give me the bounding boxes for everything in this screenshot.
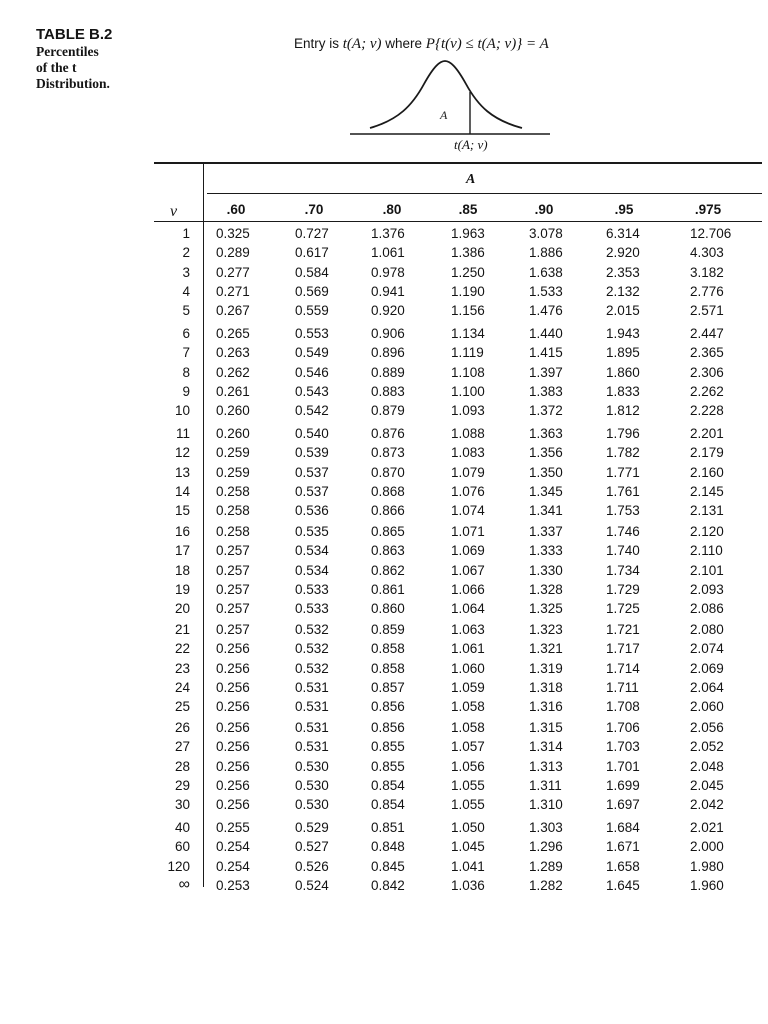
- value-cell: 2.201: [690, 426, 724, 441]
- value-cell: 1.943: [606, 326, 640, 341]
- value-cell: 0.257: [216, 622, 250, 637]
- value-cell: 2.021: [690, 820, 724, 835]
- group-underline-rule: [207, 193, 762, 194]
- value-cell: 1.397: [529, 364, 563, 380]
- value-cell: 0.858: [371, 660, 405, 676]
- value-cell: 0.534: [295, 543, 329, 559]
- value-cell: 1.440: [529, 326, 563, 341]
- value-cell: 0.289: [216, 245, 250, 261]
- value-cell: 4.303: [690, 245, 724, 261]
- value-cell: 0.584: [295, 264, 329, 280]
- value-cell: 0.261: [216, 383, 250, 399]
- value-cell: 2.069: [690, 660, 724, 676]
- value-cell: 0.257: [216, 601, 250, 617]
- df-cell: 14: [174, 483, 190, 499]
- value-cell: 0.855: [371, 739, 405, 755]
- value-cell: 1.796: [606, 426, 640, 441]
- value-cell: 0.727: [295, 226, 329, 241]
- value-cell: 1.703: [606, 739, 640, 755]
- value-cell: 0.889: [371, 364, 405, 380]
- value-cell: 0.256: [216, 758, 250, 774]
- value-cell: 0.265: [216, 326, 250, 341]
- value-cell: 1.056: [451, 758, 485, 774]
- value-cell: 0.859: [371, 622, 405, 637]
- value-cell: 1.321: [529, 641, 563, 657]
- value-cell: 0.260: [216, 403, 250, 419]
- value-cell: 0.868: [371, 483, 405, 499]
- value-cell: 1.060: [451, 660, 485, 676]
- value-cell: 0.531: [295, 699, 329, 715]
- df-cell: 25: [174, 699, 190, 715]
- value-cell: 1.753: [606, 503, 640, 519]
- value-cell: 0.906: [371, 326, 405, 341]
- df-cell: 17: [174, 543, 190, 559]
- value-cell: 1.190: [451, 283, 485, 299]
- value-cell: 1.895: [606, 345, 640, 361]
- col-header-70: .70: [304, 202, 324, 217]
- formula-probability: P{t(ν) ≤ t(A; ν)} = A: [425, 36, 549, 52]
- value-cell: 0.848: [371, 839, 405, 855]
- value-cell: 1.356: [529, 445, 563, 461]
- df-cell: 10: [174, 403, 190, 419]
- value-cell: 1.250: [451, 264, 485, 280]
- df-cell: 27: [174, 739, 190, 755]
- value-cell: 0.876: [371, 426, 405, 441]
- value-cell: 1.063: [451, 622, 485, 637]
- value-cell: 1.057: [451, 739, 485, 755]
- df-cell: 21: [174, 622, 190, 637]
- value-cell: 1.058: [451, 720, 485, 735]
- value-cell: 0.262: [216, 364, 250, 380]
- value-cell: 0.978: [371, 264, 405, 280]
- value-cell: 2.228: [690, 403, 724, 419]
- value-cell: 1.833: [606, 383, 640, 399]
- value-cell: 0.277: [216, 264, 250, 280]
- df-cell: 2: [182, 245, 190, 261]
- value-cell: 1.100: [451, 383, 485, 399]
- value-cell: 1.045: [451, 839, 485, 855]
- value-cell: 2.131: [690, 503, 724, 519]
- value-cell: 1.064: [451, 601, 485, 617]
- value-cell: 2.132: [606, 283, 640, 299]
- value-cell: 0.883: [371, 383, 405, 399]
- area-label: A: [440, 108, 448, 122]
- percentile-group-header: A: [466, 172, 476, 187]
- value-cell: 0.256: [216, 699, 250, 715]
- value-cell: 0.941: [371, 283, 405, 299]
- df-cell: 20: [174, 601, 190, 617]
- value-cell: 1.725: [606, 601, 640, 617]
- value-cell: 2.101: [690, 562, 724, 578]
- value-cell: 0.256: [216, 641, 250, 657]
- df-column-header: ν: [170, 203, 178, 220]
- value-cell: 1.088: [451, 426, 485, 441]
- col-header-85: .85: [458, 202, 478, 217]
- value-cell: 1.714: [606, 660, 640, 676]
- value-cell: 2.365: [690, 345, 724, 361]
- value-cell: 0.256: [216, 720, 250, 735]
- value-cell: 2.262: [690, 383, 724, 399]
- value-cell: 1.050: [451, 820, 485, 835]
- value-cell: 2.052: [690, 739, 724, 755]
- value-cell: 2.060: [690, 699, 724, 715]
- value-cell: 1.658: [606, 858, 640, 874]
- df-cell: 3: [182, 264, 190, 280]
- value-cell: 1.721: [606, 622, 640, 637]
- value-cell: 0.256: [216, 679, 250, 695]
- table-top-rule: [154, 162, 762, 164]
- value-cell: 1.684: [606, 820, 640, 835]
- value-cell: 0.530: [295, 758, 329, 774]
- value-cell: 0.553: [295, 326, 329, 341]
- df-cell: 120: [167, 858, 190, 874]
- value-cell: 1.383: [529, 383, 563, 399]
- value-cell: 1.071: [451, 524, 485, 539]
- value-cell: 1.671: [606, 839, 640, 855]
- value-cell: 1.771: [606, 464, 640, 480]
- value-cell: 1.296: [529, 839, 563, 855]
- value-cell: 0.531: [295, 720, 329, 735]
- col-header-95: .95: [614, 202, 634, 217]
- value-cell: 1.740: [606, 543, 640, 559]
- value-cell: 0.542: [295, 403, 329, 419]
- value-cell: 0.258: [216, 503, 250, 519]
- value-cell: 1.319: [529, 660, 563, 676]
- value-cell: 0.532: [295, 641, 329, 657]
- header-bottom-rule: [154, 221, 762, 222]
- table-number: TABLE B.2: [36, 26, 113, 43]
- df-cell: 13: [174, 464, 190, 480]
- value-cell: 1.330: [529, 562, 563, 578]
- value-cell: 0.256: [216, 739, 250, 755]
- value-cell: 2.045: [690, 777, 724, 793]
- value-cell: 1.311: [529, 777, 562, 793]
- value-cell: 2.056: [690, 720, 724, 735]
- value-cell: 0.530: [295, 797, 329, 813]
- df-column-divider: [203, 162, 204, 887]
- value-cell: 0.870: [371, 464, 405, 480]
- value-cell: 2.447: [690, 326, 724, 341]
- col-header-975: .975: [694, 202, 722, 217]
- value-cell: 1.697: [606, 797, 640, 813]
- value-cell: 2.015: [606, 303, 640, 319]
- value-cell: 6.314: [606, 226, 640, 241]
- value-cell: 0.845: [371, 858, 405, 874]
- value-cell: 2.000: [690, 839, 724, 855]
- value-cell: 0.537: [295, 464, 329, 480]
- formula-expr: t(A; ν): [342, 36, 382, 52]
- df-cell: 1: [182, 226, 190, 241]
- df-cell: 12: [174, 445, 190, 461]
- value-cell: 0.257: [216, 543, 250, 559]
- value-cell: 0.531: [295, 679, 329, 695]
- value-cell: 1.108: [451, 364, 485, 380]
- value-cell: 2.160: [690, 464, 724, 480]
- value-cell: 1.363: [529, 426, 563, 441]
- value-cell: 1.134: [451, 326, 485, 341]
- value-cell: 0.862: [371, 562, 405, 578]
- value-cell: 3.182: [690, 264, 724, 280]
- formula-prefix: Entry is: [294, 36, 343, 51]
- value-cell: 0.256: [216, 660, 250, 676]
- value-cell: 0.529: [295, 820, 329, 835]
- table-title-line-1: Percentiles: [36, 44, 99, 59]
- value-cell: 1.310: [529, 797, 563, 813]
- value-cell: 1.341: [529, 503, 563, 519]
- value-cell: 1.980: [690, 858, 724, 874]
- value-cell: 0.879: [371, 403, 405, 419]
- df-cell: 11: [175, 426, 190, 441]
- value-cell: 0.259: [216, 445, 250, 461]
- value-cell: 0.524: [295, 877, 329, 893]
- value-cell: 0.540: [295, 426, 329, 441]
- value-cell: 1.963: [451, 226, 485, 241]
- table-title-line-3: Distribution.: [36, 76, 110, 91]
- value-cell: 2.086: [690, 601, 724, 617]
- value-cell: 1.645: [606, 877, 640, 893]
- value-cell: 2.042: [690, 797, 724, 813]
- col-header-60: .60: [226, 202, 246, 217]
- value-cell: 1.061: [371, 245, 405, 261]
- value-cell: 0.256: [216, 777, 250, 793]
- value-cell: 0.257: [216, 581, 250, 597]
- value-cell: 0.532: [295, 660, 329, 676]
- value-cell: 1.372: [529, 403, 563, 419]
- df-cell: 19: [174, 581, 190, 597]
- value-cell: 1.333: [529, 543, 563, 559]
- value-cell: 0.860: [371, 601, 405, 617]
- value-cell: 2.064: [690, 679, 724, 695]
- value-cell: 1.761: [606, 483, 640, 499]
- value-cell: 0.534: [295, 562, 329, 578]
- value-cell: 0.533: [295, 601, 329, 617]
- value-cell: 2.110: [690, 543, 723, 559]
- value-cell: 0.532: [295, 622, 329, 637]
- value-cell: 1.083: [451, 445, 485, 461]
- value-cell: 0.546: [295, 364, 329, 380]
- value-cell: 0.866: [371, 503, 405, 519]
- value-cell: 0.854: [371, 797, 405, 813]
- value-cell: 0.530: [295, 777, 329, 793]
- value-cell: 2.080: [690, 622, 724, 637]
- value-cell: 0.920: [371, 303, 405, 319]
- value-cell: 1.059: [451, 679, 485, 695]
- table-title-line-2: of the t: [36, 60, 77, 75]
- value-cell: 2.120: [690, 524, 724, 539]
- value-cell: 1.119: [451, 345, 484, 361]
- df-cell: 8: [182, 364, 190, 380]
- value-cell: 1.066: [451, 581, 485, 597]
- value-cell: 0.260: [216, 426, 250, 441]
- value-cell: 1.041: [451, 858, 485, 874]
- value-cell: 3.078: [529, 226, 563, 241]
- value-cell: 1.706: [606, 720, 640, 735]
- value-cell: 0.854: [371, 777, 405, 793]
- value-cell: 1.345: [529, 483, 563, 499]
- value-cell: 1.376: [371, 226, 405, 241]
- value-cell: 1.337: [529, 524, 563, 539]
- value-cell: 1.289: [529, 858, 563, 874]
- value-cell: 0.857: [371, 679, 405, 695]
- value-cell: 1.729: [606, 581, 640, 597]
- col-header-80: .80: [382, 202, 402, 217]
- value-cell: 1.036: [451, 877, 485, 893]
- value-cell: 0.539: [295, 445, 329, 461]
- value-cell: 1.734: [606, 562, 640, 578]
- value-cell: 0.543: [295, 383, 329, 399]
- value-cell: 0.533: [295, 581, 329, 597]
- value-cell: 1.076: [451, 483, 485, 499]
- col-header-90: .90: [534, 202, 554, 217]
- value-cell: 0.856: [371, 720, 405, 735]
- df-cell: 7: [182, 345, 190, 361]
- value-cell: 1.325: [529, 601, 563, 617]
- df-cell: 24: [174, 679, 190, 695]
- value-cell: 0.258: [216, 483, 250, 499]
- value-cell: 0.325: [216, 226, 250, 241]
- value-cell: 1.328: [529, 581, 563, 597]
- value-cell: 0.259: [216, 464, 250, 480]
- value-cell: 0.254: [216, 839, 250, 855]
- value-cell: 0.863: [371, 543, 405, 559]
- value-cell: 1.386: [451, 245, 485, 261]
- df-cell: 40: [174, 820, 190, 835]
- value-cell: 0.861: [371, 581, 405, 597]
- table-caption: [36, 26, 112, 92]
- value-cell: 0.549: [295, 345, 329, 361]
- value-cell: 1.055: [451, 797, 485, 813]
- value-cell: 0.858: [371, 641, 405, 657]
- value-cell: 1.067: [451, 562, 485, 578]
- df-cell: 22: [174, 641, 190, 657]
- value-cell: 2.920: [606, 245, 640, 261]
- value-cell: 0.559: [295, 303, 329, 319]
- df-cell: 9: [182, 383, 190, 399]
- value-cell: 0.527: [295, 839, 329, 855]
- value-cell: 0.531: [295, 739, 329, 755]
- value-cell: 2.571: [690, 303, 724, 319]
- value-cell: 0.263: [216, 345, 250, 361]
- value-cell: 1.156: [451, 303, 485, 319]
- value-cell: 1.746: [606, 524, 640, 539]
- df-cell: 26: [174, 720, 190, 735]
- value-cell: 0.896: [371, 345, 405, 361]
- value-cell: 0.258: [216, 524, 250, 539]
- value-cell: 2.306: [690, 364, 724, 380]
- df-cell: 6: [182, 326, 190, 341]
- value-cell: 1.058: [451, 699, 485, 715]
- value-cell: 0.842: [371, 877, 405, 893]
- value-cell: 1.316: [529, 699, 563, 715]
- value-cell: 0.255: [216, 820, 250, 835]
- value-cell: 1.074: [451, 503, 485, 519]
- value-cell: 1.282: [529, 877, 563, 893]
- value-cell: 1.782: [606, 445, 640, 461]
- value-cell: 0.865: [371, 524, 405, 539]
- value-cell: 1.638: [529, 264, 563, 280]
- df-cell: 18: [174, 562, 190, 578]
- value-cell: 2.145: [690, 483, 724, 499]
- value-cell: 0.267: [216, 303, 250, 319]
- value-cell: 0.856: [371, 699, 405, 715]
- value-cell: 1.061: [451, 641, 485, 657]
- value-cell: 2.179: [690, 445, 724, 461]
- value-cell: 0.617: [295, 245, 329, 261]
- value-cell: 1.476: [529, 303, 563, 319]
- value-cell: 1.323: [529, 622, 563, 637]
- value-cell: 0.257: [216, 562, 250, 578]
- df-cell: 28: [174, 758, 190, 774]
- df-cell: 4: [182, 283, 190, 299]
- value-cell: 2.048: [690, 758, 724, 774]
- value-cell: 0.526: [295, 858, 329, 874]
- value-cell: 0.253: [216, 877, 250, 893]
- value-cell: 1.350: [529, 464, 563, 480]
- value-cell: 0.536: [295, 503, 329, 519]
- df-cell: 15: [174, 503, 190, 519]
- value-cell: 0.271: [216, 283, 250, 299]
- value-cell: 1.303: [529, 820, 563, 835]
- value-cell: 1.812: [606, 403, 640, 419]
- df-cell: ∞: [178, 875, 190, 893]
- value-cell: 12.706: [690, 226, 732, 241]
- value-cell: 1.314: [529, 739, 563, 755]
- value-cell: 1.055: [451, 777, 485, 793]
- value-cell: 1.533: [529, 283, 563, 299]
- value-cell: 1.318: [529, 679, 563, 695]
- value-cell: 1.069: [451, 543, 485, 559]
- value-cell: 1.315: [529, 720, 563, 735]
- value-cell: 0.873: [371, 445, 405, 461]
- value-cell: 1.886: [529, 245, 563, 261]
- value-cell: 1.415: [529, 345, 563, 361]
- value-cell: 2.074: [690, 641, 724, 657]
- value-cell: 0.851: [371, 820, 405, 835]
- value-cell: 1.711: [606, 679, 639, 695]
- value-cell: 2.093: [690, 581, 724, 597]
- value-cell: 0.855: [371, 758, 405, 774]
- df-cell: 16: [174, 524, 190, 539]
- definition-formula: [294, 36, 549, 53]
- value-cell: 0.537: [295, 483, 329, 499]
- formula-where: where: [381, 36, 426, 51]
- df-cell: 23: [174, 660, 190, 676]
- df-cell: 5: [182, 303, 190, 319]
- value-cell: 1.708: [606, 699, 640, 715]
- value-cell: 0.256: [216, 797, 250, 813]
- t-distribution-curve-diagram: [340, 58, 560, 138]
- value-cell: 1.860: [606, 364, 640, 380]
- value-cell: 2.353: [606, 264, 640, 280]
- value-cell: 1.093: [451, 403, 485, 419]
- value-cell: 0.569: [295, 283, 329, 299]
- value-cell: 2.776: [690, 283, 724, 299]
- value-cell: 0.254: [216, 858, 250, 874]
- value-cell: 1.960: [690, 877, 724, 893]
- value-cell: 0.535: [295, 524, 329, 539]
- value-cell: 1.699: [606, 777, 640, 793]
- df-cell: 60: [174, 839, 190, 855]
- value-cell: 1.717: [606, 641, 640, 657]
- value-cell: 1.079: [451, 464, 485, 480]
- quantile-label: t(A; ν): [454, 137, 488, 152]
- df-cell: 30: [174, 797, 190, 813]
- value-cell: 1.701: [606, 758, 640, 774]
- df-cell: 29: [174, 777, 190, 793]
- value-cell: 1.313: [529, 758, 563, 774]
